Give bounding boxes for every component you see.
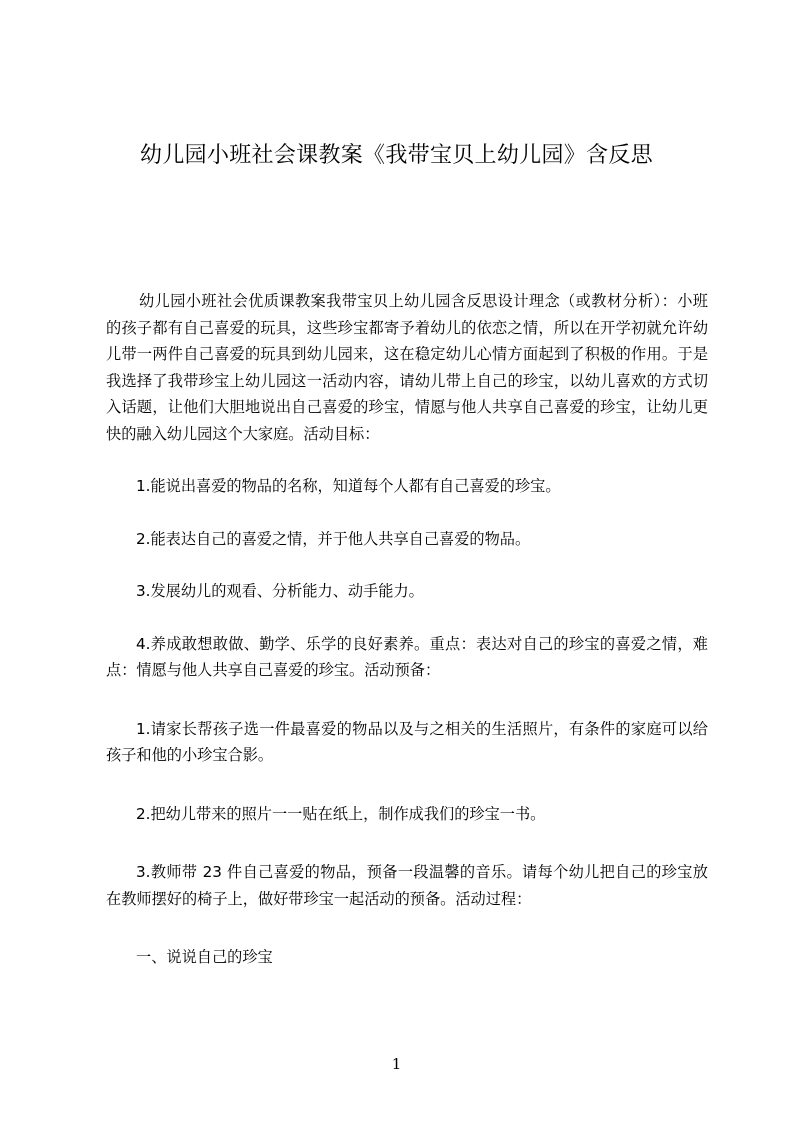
paragraph-goal-1: 1.能说出喜爱的物品的名称，知道每个人都有自己喜爱的珍宝。: [136, 477, 561, 495]
document-title: 幼儿园小班社会课教案《我带宝贝上幼儿园》含反思: [140, 143, 653, 168]
paragraph-prep-1: 1.请家长帮孩子选一件最喜爱的物品以及与之相关的生活照片，有条件的家庭可以给孩子和他的小珍宝合影。: [106, 719, 708, 764]
paragraph-prep-3: 3.教师带 23 件自己喜爱的物品，预备一段温馨的音乐。请每个幼儿把自己的珍宝放在教师摆好的椅子上，做好带珍宝一起活动的预备。活动过程：: [106, 863, 708, 908]
paragraph-goal-2: 2.能表达自己的喜爱之情，并于他人共享自己喜爱的物品。: [136, 529, 531, 548]
document-body: [106, 288, 708, 971]
paragraph-prep-2: 2.把幼儿带来的照片一一贴在纸上，制作成我们的珍宝一书。: [136, 804, 546, 823]
paragraph-intro: 幼儿园小班社会优质课教案我带宝贝上幼儿园含反思设计理念（或教材分析）：小班的孩子都有自己喜爱的玩具，这些珍宝都寄予着幼儿的依恋之情，所以在开学初就允许幼儿带一两件自己喜爱的玩具到幼儿园来，这在稳定幼儿心情方面起到了积极的作用。于是我选择了我带珍宝上幼儿园这一活动内容，请幼儿带上自己的珍宝，以幼儿喜欢的方式切入话题，让他们大胆地说出自己喜爱的珍宝，情愿与他人共享自己喜爱的珍宝，让幼儿更快的融入幼儿园这个大家庭。活动目标：: [106, 292, 708, 443]
paragraph-goal-4: 4.养成敢想敢做、勤学、乐学的良好素养。重点：表达对自己的珍宝的喜爱之情，难点：情愿与他人共享自己喜爱的珍宝。活动预备：: [106, 634, 708, 679]
page-number: 1: [391, 1055, 402, 1073]
section-heading-1: 一、说说自己的珍宝: [136, 948, 273, 966]
paragraph-goal-3: 3.发展幼儿的观看、分析能力、动手能力。: [136, 582, 424, 600]
